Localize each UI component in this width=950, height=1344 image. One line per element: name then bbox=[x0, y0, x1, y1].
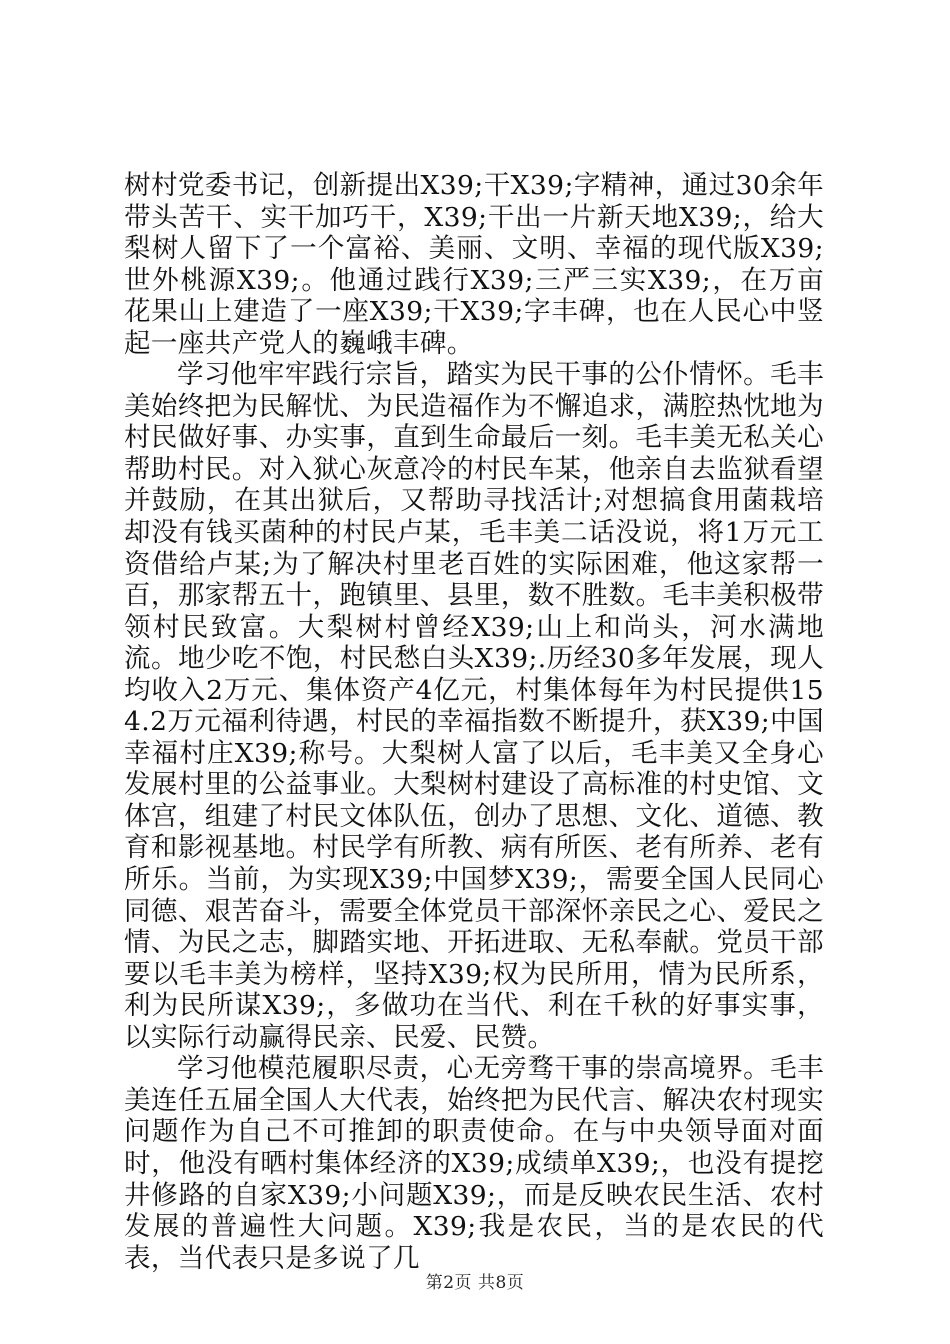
paragraph-duty-performance: 学习他模范履职尽责，心无旁骛干事的崇高境界。毛丰美连任五届全国人大代表，始终把为民代言、解决农村现实问题作为自己不可推卸的职责使命。在与中央领导面对面时，他没有晒村集体经济的X39;成绩单X39;，也没有提挖井修路的自家X39;小问题X39;，而是反映农民生活、农村发展的普遍性大问题。X39;我是农民，当的是农民的代表，当代表只是多说了几 bbox=[124, 1053, 824, 1274]
paragraph-service-spirit: 学习他牢牢践行宗旨，踏实为民干事的公仆情怀。毛丰美始终把为民解忧、为民造福作为不懈追求，满腔热忱地为村民做好事、办实事，直到生命最后一刻。毛丰美无私关心帮助村民。对入狱心灰意冷的村民车某，他亲自去监狱看望并鼓励，在其出狱后，又帮助寻找活计;对想搞食用菌栽培却没有钱买菌种的村民卢某，毛丰美二话没说，将1万元工资借给卢某;为了解决村里老百姓的实际困难，他这家帮一百，那家帮五十，跑镇里、县里，数不胜数。毛丰美积极带领村民致富。大梨树村曾经X39;山上和尚头，河水满地流。地少吃不饱，村民愁白头X39;.历经30多年发展，现人均收入2万元、集体资产4亿元，村集体每年为村民提供154.2万元福利待遇，村民的幸福指数不断提升，获X39;中国幸福村庄X39;称号。大梨树人富了以后，毛丰美又全身心发展村里的公益事业。大梨树村建设了高标准的村史馆、文体宫，组建了村民文体队伍，创办了思想、文化、道德、教育和影视基地。村民学有所教、病有所医、老有所养、老有所乐。当前，为实现X39;中国梦X39;，需要全国人民同心同德、艰苦奋斗，需要全体党员干部深怀亲民之心、爱民之情、为民之志，脚踏实地、开拓进取、无私奉献。党员干部要以毛丰美为榜样，坚持X39;权为民所用，情为民所系，利为民所谋X39;，多做功在当代、利在千秋的好事实事，以实际行动赢得民亲、民爱、民赞。 bbox=[124, 359, 824, 1053]
document-body bbox=[124, 170, 824, 1274]
page-number-footer: 第2页 共8页 bbox=[425, 1273, 525, 1293]
paragraph-continuation: 树村党委书记，创新提出X39;干X39;字精神，通过30余年带头苦干、实干加巧干，X39;干出一片新天地X39;，给大梨树人留下了一个富裕、美丽、文明、幸福的现代版X39;世外桃源X39;。他通过践行X39;三严三实X39;，在万亩花果山上建造了一座X39;干X39;字丰碑，也在人民心中竖起一座共产党人的巍峨丰碑。 bbox=[124, 170, 824, 359]
